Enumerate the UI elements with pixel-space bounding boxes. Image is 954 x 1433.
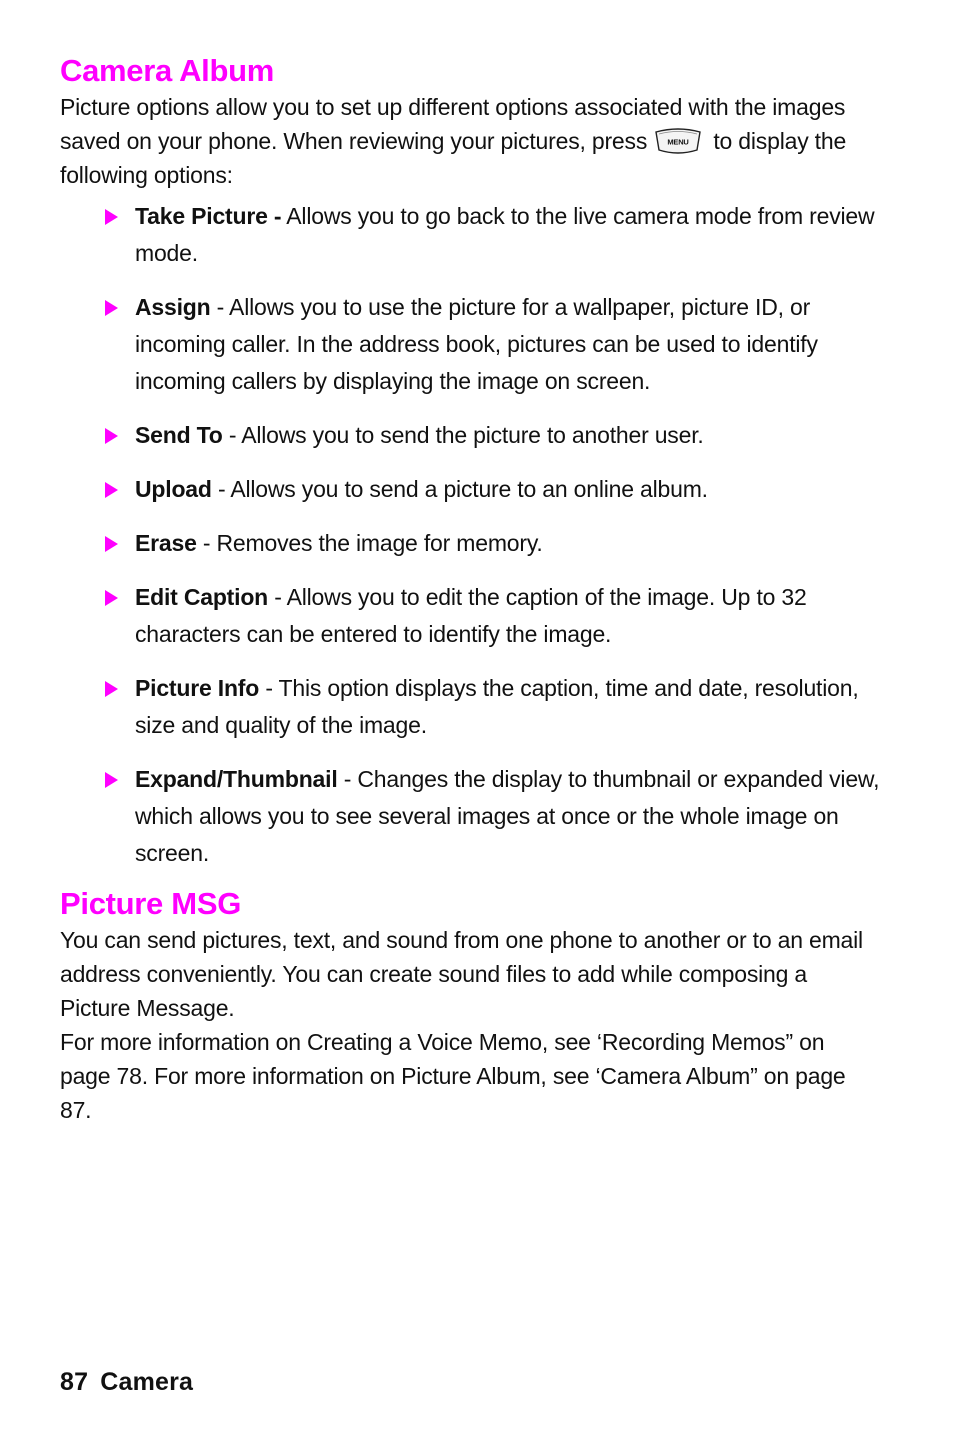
list-item: Edit Caption - Allows you to edit the caption of the image. Up to 32 characters can be entered to identify the image. xyxy=(135,579,880,653)
page-content xyxy=(60,52,880,1127)
list-item: Assign - Allows you to use the picture for a wallpaper, picture ID, or incoming caller. In the address book, pictures can be used to identify incoming callers by displaying the image on screen. xyxy=(135,289,880,400)
section-title-picture-msg: Picture MSG xyxy=(60,886,242,921)
list-item: Expand/Thumbnail - Changes the display to thumbnail or expanded view, which allows you to see several images at once or the whole image on screen. xyxy=(135,761,880,872)
bullet-arrow-icon xyxy=(105,428,118,444)
list-item: Erase - Removes the image for memory. xyxy=(135,525,880,562)
menu-key-label: MENU xyxy=(667,137,689,147)
page-number: 87 xyxy=(60,1368,89,1396)
section-title-camera-album: Camera Album xyxy=(60,53,275,88)
camera-album-intro xyxy=(60,90,880,192)
list-item: Send To - Allows you to send the picture to another user. xyxy=(135,417,880,454)
list-item: Picture Info - This option displays the caption, time and date, resolution, size and quality of the image. xyxy=(135,670,880,744)
bullet-arrow-icon xyxy=(105,681,118,697)
list-item: Take Picture - Allows you to go back to the live camera mode from review mode. xyxy=(135,198,880,272)
page-footer xyxy=(60,1368,193,1397)
bullet-arrow-icon xyxy=(105,536,118,552)
bullet-arrow-icon xyxy=(105,300,118,316)
bullet-arrow-icon xyxy=(105,590,118,606)
list-item: Upload - Allows you to send a picture to an online album. xyxy=(135,471,880,508)
picture-msg-paragraph-1: You can send pictures, text, and sound from one phone to another or to an email address conveniently. You can create sound files to add while composing a Picture Message. xyxy=(60,927,863,1021)
bullet-arrow-icon xyxy=(105,772,118,788)
bullet-arrow-icon xyxy=(105,482,118,498)
menu-key-icon xyxy=(653,127,703,155)
option-list xyxy=(60,198,880,872)
picture-msg-section xyxy=(60,885,880,1127)
chapter-name: Camera xyxy=(100,1368,194,1396)
intro-text-after: to display the following options: xyxy=(60,128,847,188)
picture-msg-paragraph-2: For more information on Creating a Voice Memo, see ‘Recording Memos” on page 78. For more information on Picture Album, see ‘Camera Album” on page 87. xyxy=(60,1029,846,1123)
intro-text-before: Picture options allow you to set up different options associated with the images saved on your phone. When reviewing your pictures, press xyxy=(60,94,846,154)
bullet-arrow-icon xyxy=(105,209,118,225)
